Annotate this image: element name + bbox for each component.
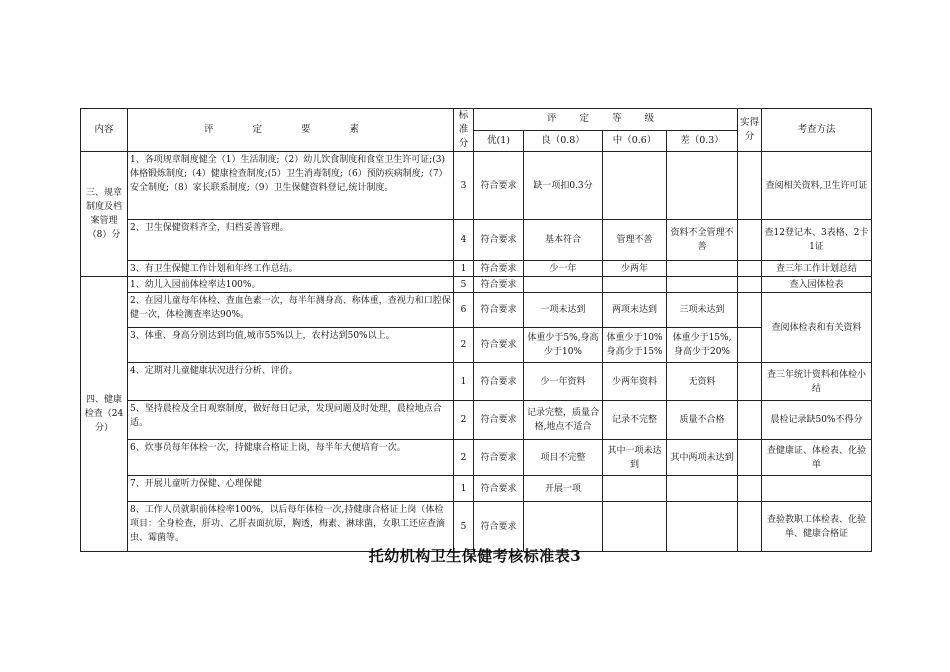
actual-score-cell — [738, 152, 762, 220]
actual-score-cell — [738, 401, 762, 440]
grade-excellent: 符合要求 — [474, 328, 524, 363]
method-cell — [762, 476, 872, 502]
score-cell: 2 — [454, 401, 474, 440]
grade-excellent: 符合要求 — [474, 293, 524, 328]
grade-good: 项目不完整 — [524, 440, 603, 476]
requirement-cell: 4、定期对儿童健康状况进行分析、评价。 — [128, 363, 454, 401]
table-row — [81, 277, 872, 293]
assessment-table — [80, 108, 872, 552]
requirement-cell: 6、炊事员每年体检一次，持健康合格证上岗，每半年大便培育一次。 — [128, 440, 454, 476]
table-row — [81, 261, 872, 277]
grade-poor: 其中两项未达到 — [667, 440, 738, 476]
grade-good — [524, 502, 603, 552]
header-requirements: 评 定 要 素 — [128, 109, 454, 152]
grade-medium: 管理不善 — [603, 220, 667, 261]
table-row — [81, 220, 872, 261]
header-excellent: 优(1) — [474, 130, 524, 152]
requirement-cell: 7、开展儿童听力保健、心理保健 — [128, 476, 454, 502]
grade-good: 少一年资料 — [524, 363, 603, 401]
method-cell: 查健康证、体检表、化验单 — [762, 440, 872, 476]
actual-score-cell — [738, 261, 762, 277]
header-medium: 中（0.6） — [603, 130, 667, 152]
table-row — [81, 152, 872, 220]
requirement-cell: 2、卫生保健资料齐全，归档妥善管理。 — [128, 220, 454, 261]
grade-excellent: 符合要求 — [474, 277, 524, 293]
grade-medium — [603, 502, 667, 552]
grade-poor: 质量不合格 — [667, 401, 738, 440]
score-cell: 5 — [454, 502, 474, 552]
method-cell: 查验教职工体检表、化验单、健康合格证 — [762, 502, 872, 552]
grade-poor: 三项未达到 — [667, 293, 738, 328]
grade-medium: 少两年资料 — [603, 363, 667, 401]
grade-good — [524, 277, 603, 293]
assessment-table-container — [80, 108, 871, 552]
header-standard-score: 标准分 — [454, 109, 474, 152]
grade-poor — [667, 261, 738, 277]
header-grading: 评 定 等 级 — [474, 109, 738, 131]
score-cell: 1 — [454, 261, 474, 277]
header-good: 良（0.8） — [524, 130, 603, 152]
table-row — [81, 502, 872, 552]
score-cell: 1 — [454, 363, 474, 401]
table-row — [81, 440, 872, 476]
actual-score-cell — [738, 277, 762, 293]
method-cell: 查阅相关资料,卫生许可证 — [762, 152, 872, 220]
grade-good: 体重少于5%,身高少于10% — [524, 328, 603, 363]
section2-category: 四、健康检查（24分） — [81, 277, 128, 552]
header-content: 内容 — [81, 109, 128, 152]
grade-medium — [603, 277, 667, 293]
grade-medium: 少两年 — [603, 261, 667, 277]
requirement-cell: 3、体重、身高分别达到均值,城市55%以上，农村达到50%以上。 — [128, 328, 454, 363]
table-row — [81, 401, 872, 440]
score-cell: 2 — [454, 440, 474, 476]
grade-excellent: 符合要求 — [474, 220, 524, 261]
score-cell: 3 — [454, 152, 474, 220]
score-cell: 1 — [454, 476, 474, 502]
grade-good: 一项未达到 — [524, 293, 603, 328]
grade-excellent: 符合要求 — [474, 261, 524, 277]
grade-medium: 体重少于10%身高少于15% — [603, 328, 667, 363]
grade-excellent: 符合要求 — [474, 152, 524, 220]
grade-medium — [603, 152, 667, 220]
grade-good: 记录完整，质量合格,地点不适合 — [524, 401, 603, 440]
method-cell: 查入园体检表 — [762, 277, 872, 293]
actual-score-cell — [738, 502, 762, 552]
actual-score-cell — [738, 476, 762, 502]
grade-poor: 体重少于15%,身高少于20% — [667, 328, 738, 363]
grade-medium: 两项未达到 — [603, 293, 667, 328]
grade-good: 开展一项 — [524, 476, 603, 502]
requirement-cell: 5、坚持晨检及全日观察制度，做好每日记录，发现问题及时处理，晨检地点合适。 — [128, 401, 454, 440]
requirement-cell: 1、各项规章制度健全（1）生活制度;（2）幼儿饮食制度和食堂卫生许可证;(3)体格锻炼制度;（4）健康检查制度;(5）卫生消毒制度;（6）预防疾病制度;（7）安全制度;（8）家长联系制度;（9）卫生保健资料登记,统计制度。 — [128, 152, 454, 220]
grade-medium: 其中一项未达到 — [603, 440, 667, 476]
grade-excellent: 符合要求 — [474, 363, 524, 401]
table-row — [81, 363, 872, 401]
actual-score-cell — [738, 220, 762, 261]
grade-excellent: 符合要求 — [474, 401, 524, 440]
grade-poor — [667, 152, 738, 220]
score-cell: 4 — [454, 220, 474, 261]
requirement-cell: 8、工作人员就职前体检率100%，以后每年体检一次,持健康合格证上岗（体检项目：全身检查，肝功、乙肝表面抗原，胸透，梅素、淋球菌，女职工还应查滴虫、霉菌等。 — [128, 502, 454, 552]
method-cell: 查12登记本、3表格、2卡1证 — [762, 220, 872, 261]
table-row — [81, 293, 872, 328]
score-cell: 6 — [454, 293, 474, 328]
grade-excellent: 符合要求 — [474, 440, 524, 476]
header-method: 考查方法 — [762, 109, 872, 152]
method-cell: 晨检记录缺50%不得分 — [762, 401, 872, 440]
grade-poor: 无资料 — [667, 363, 738, 401]
header-poor: 差（0.3） — [667, 130, 738, 152]
page-title: 托幼机构卫生保健考核标准表3 — [368, 547, 582, 565]
requirement-cell: 3、有卫生保健工作计划和年终工作总结。 — [128, 261, 454, 277]
grade-poor — [667, 476, 738, 502]
grade-medium — [603, 476, 667, 502]
grade-excellent: 符合要求 — [474, 476, 524, 502]
grade-poor: 资料不全管理不善 — [667, 220, 738, 261]
requirement-cell: 1、幼儿入园前体检率达100%。 — [128, 277, 454, 293]
table-row — [81, 328, 872, 363]
actual-score-cell — [738, 328, 762, 363]
method-cell: 查阅体检表和有关资料 — [762, 293, 872, 363]
actual-score-cell — [738, 363, 762, 401]
grade-medium: 记录不完整 — [603, 401, 667, 440]
grade-good: 基本符合 — [524, 220, 603, 261]
method-cell: 查三年工作计划总结 — [762, 261, 872, 277]
header-actual-score: 实得分 — [738, 109, 762, 152]
grade-poor — [667, 277, 738, 293]
method-cell: 查三年统计资料和体检小结 — [762, 363, 872, 401]
actual-score-cell — [738, 293, 762, 328]
requirement-cell: 2、在园儿童每年体检、查血色素一次，每半年测身高、称体重，查视力和口腔保健一次，体检测查率达90%。 — [128, 293, 454, 328]
table-row — [81, 476, 872, 502]
grade-good: 缺一项扣0.3分 — [524, 152, 603, 220]
actual-score-cell — [738, 440, 762, 476]
score-cell: 5 — [454, 277, 474, 293]
grade-excellent: 符合要求 — [474, 502, 524, 552]
grade-good: 少一年 — [524, 261, 603, 277]
grade-poor — [667, 502, 738, 552]
score-cell: 2 — [454, 328, 474, 363]
section1-category: 三、规章制度及档案管理（8）分 — [81, 152, 128, 277]
